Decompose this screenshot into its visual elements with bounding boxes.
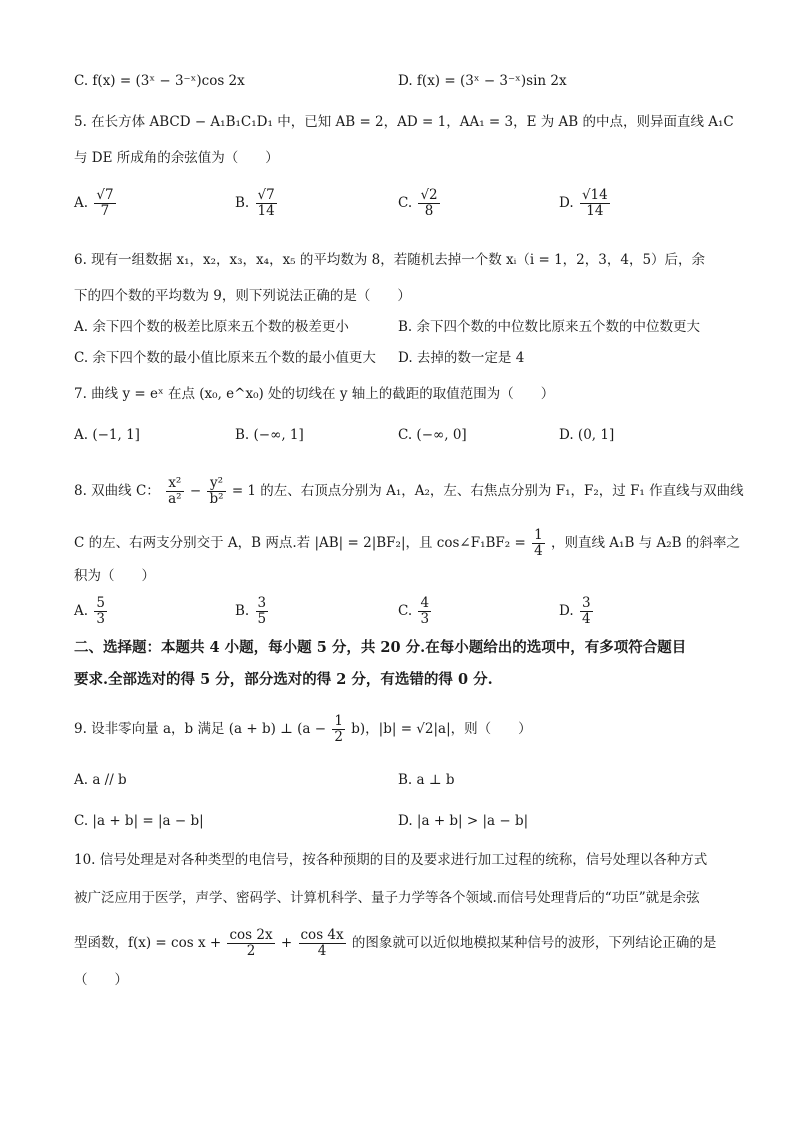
q10-stem-line4: （ ）	[74, 972, 128, 988]
q8-stem-line1: 8. 双曲线 C： $\frac{\text{x²}}{\text{a²}}$ − $\frac{\text{y²}}{\text{b²}}$ = 1 的左、右顶点分别为 A₁，A₂，左、右焦点分别为 F₁，F₂，过 F₁ 作直线与双曲线	[74, 475, 744, 507]
q7-option-d: D. (0, 1]	[559, 427, 615, 443]
q5-option-a: A. $\frac{√7}{7}$	[74, 187, 114, 219]
q10-stem-line2: 被广泛应用于医学，声学、密码学、计算机科学、量子力学等各个领域.而信号处理背后的“功臣”就是余弦	[74, 890, 700, 906]
q10-stem-line3: 型函数，f(x) = cos x + $\frac{\cos 2x}{2}$ + $\frac{\cos 4x}{4}$ 的图象就可以近似地模拟某种信号的波形，下列结论正确的是	[74, 927, 717, 959]
q7-stem: 7. 曲线 y = eˣ 在点 (x₀, e^x₀) 处的切线在 y 轴上的截距的取值范围为（ ）	[74, 386, 555, 402]
section2-heading-line1: 二、选择题：本题共 4 小题，每小题 5 分，共 20 分.在每小题给出的选项中，有多项符合题目	[74, 639, 687, 656]
q5-option-b: B. $\frac{√7}{14}$	[235, 187, 275, 219]
q8-stem-line3: 积为（ ）	[74, 568, 155, 584]
section2-heading-line2: 要求.全部选对的得 5 分，部分选对的得 2 分，有选错的得 0 分.	[74, 671, 493, 688]
q6-option-c: C. 余下四个数的最小值比原来五个数的最小值更大	[74, 350, 376, 366]
q8-option-a: A. $\frac{5}{3}$	[74, 595, 105, 627]
q9-option-b: B. a ⊥ b	[398, 772, 455, 788]
q5-stem-line1: 5. 在长方体 ABCD − A₁B₁C₁D₁ 中，已知 AB = 2，AD = 1，AA₁ = 3，E 为 AB 的中点，则异面直线 A₁C	[74, 114, 734, 130]
q8-option-c: C. $\frac{4}{3}$	[398, 595, 430, 627]
q5-option-c: C. $\frac{√2}{8}$	[398, 187, 438, 219]
q7-option-c: C. (−∞, 0]	[398, 427, 467, 443]
q9-stem: 9. 设非零向量 a，b 满足 (a + b) ⊥ (a − $\frac{1}{2}$ b)，|b| = √2|a|，则（ ）	[74, 713, 532, 745]
q6-stem-line2: 下的四个数的平均数为 9，则下列说法正确的是（ ）	[74, 288, 411, 304]
q6-option-a: A. 余下四个数的极差比原来五个数的极差更小	[74, 319, 349, 335]
q8-stem-line2: C 的左、右两支分别交于 A，B 两点.若 |AB| = 2|BF₂|，且 cos∠F₁BF₂ = $\frac{1}{4}$ ，则直线 A₁B 与 A₂B 的斜率之	[74, 527, 740, 559]
q8-option-d: D. $\frac{3}{4}$	[559, 595, 591, 627]
q9-option-c: C. |a + b| = |a − b|	[74, 813, 204, 829]
q4-option-c: C. f(x) = (3ˣ − 3⁻ˣ)cos 2x	[74, 73, 245, 89]
q9-option-d: D. |a + b| > |a − b|	[398, 813, 529, 829]
q7-option-a: A. (−1, 1]	[74, 427, 140, 443]
q8-option-b: B. $\frac{3}{5}$	[235, 595, 267, 627]
q10-stem-line1: 10. 信号处理是对各种类型的电信号，按各种预期的目的及要求进行加工过程的统称，信号处理以各种方式	[74, 852, 708, 868]
q4-option-d: D. f(x) = (3ˣ − 3⁻ˣ)sin 2x	[398, 73, 567, 89]
q6-option-b: B. 余下四个数的中位数比原来五个数的中位数更大	[398, 319, 701, 335]
q5-stem-line2: 与 DE 所成角的余弦值为（ ）	[74, 150, 279, 166]
q5-option-d: D. $\frac{√14}{14}$	[559, 187, 608, 219]
q9-option-a: A. a // b	[74, 772, 127, 788]
q6-option-d: D. 去掉的数一定是 4	[398, 350, 525, 366]
q7-option-b: B. (−∞, 1]	[235, 427, 304, 443]
q6-stem-line1: 6. 现有一组数据 x₁，x₂，x₃，x₄，x₅ 的平均数为 8，若随机去掉一个数 xᵢ（i = 1，2，3，4，5）后，余	[74, 252, 706, 268]
